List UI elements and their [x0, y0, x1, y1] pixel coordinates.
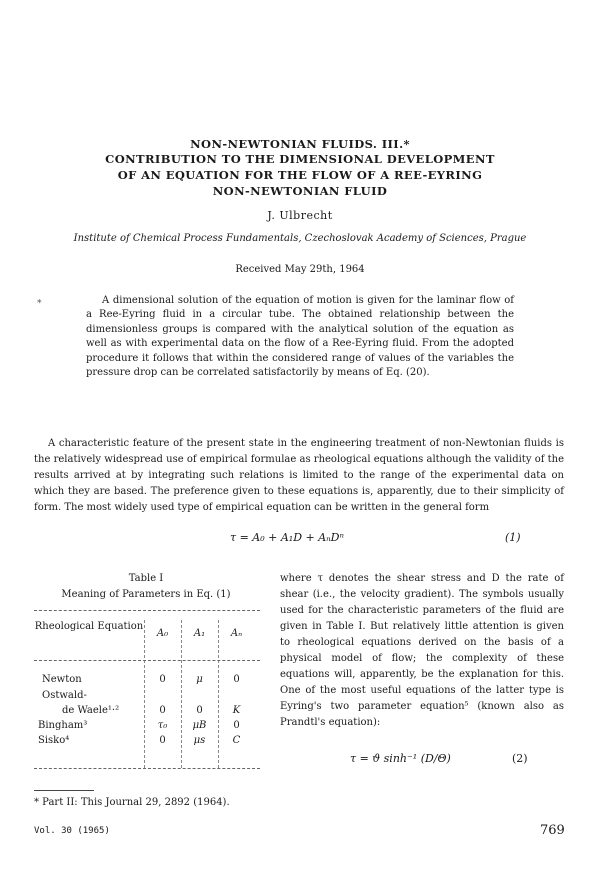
page-number: 769	[540, 823, 565, 838]
received-date: Received May 29th, 1964	[235, 264, 365, 275]
table-label: Table I	[128, 573, 164, 584]
title-line-2: OF AN EQUATION FOR THE FLOW OF A REE-EYRING	[117, 168, 483, 182]
abstract-text: A dimensional solution of the equation of motion is given for the laminar flow of a Ree-Eyring fluid in a circular tube. The obtained relationship between the dimensionless groups is compared with the analytical solution of the equation as well as with experimental data on the flow of a Ree-Eyring fluid. From the adopted procedure it follows that within the considered range of values of the variables the pressure drop can be correlated satisfactorily by means of Eq. (20).	[86, 295, 514, 379]
table-cell: 0	[159, 674, 166, 685]
table-cell: μ	[196, 674, 203, 685]
table-cell: Bingham³	[38, 720, 88, 731]
table-header-an: Aₙ	[230, 628, 243, 639]
table-caption	[34, 571, 258, 603]
article-title	[60, 151, 540, 199]
table-cell: 0	[233, 720, 240, 731]
table-header-rule	[34, 660, 260, 661]
author: J. Ulbrecht	[267, 209, 333, 222]
table-cell: Sisko⁴	[38, 735, 70, 746]
equation-1: τ = A₀ + A₁D + AₙDⁿ	[230, 531, 344, 544]
affiliation: Institute of Chemical Process Fundamentals, Czechoslovak Academy of Sciences, Prague	[73, 233, 527, 244]
table-cell: 0	[159, 705, 166, 716]
title-line-3: NON-NEWTONIAN FLUID	[212, 184, 388, 198]
title-line-1: CONTRIBUTION TO THE DIMENSIONAL DEVELOPMENT	[105, 152, 495, 166]
series-title: NON-NEWTONIAN FLUIDS. III.*	[190, 137, 410, 151]
table-cell: Ostwald-	[42, 690, 87, 701]
abstract	[86, 294, 514, 380]
journal-reference: Vol. 30 (1965)	[34, 826, 110, 836]
table-cell: μs	[193, 735, 206, 746]
equation-2-number: (2)	[512, 752, 528, 765]
equation-1-number: (1)	[505, 531, 521, 544]
table-cell: 0	[233, 674, 240, 685]
table-header-equation: Rheological Equation	[34, 621, 144, 632]
table-cell: μB	[192, 720, 207, 731]
footnote: * Part II: This Journal 29, 2892 (1964).	[34, 797, 230, 808]
intro-paragraph	[34, 436, 564, 516]
equation-2: τ = ϑ sinh⁻¹ (D/Θ)	[350, 752, 451, 765]
table-cell: C	[232, 735, 241, 746]
table-cell: Newton	[42, 674, 82, 685]
right-column-text	[280, 571, 564, 731]
margin-mark: *	[37, 299, 42, 309]
table-top-rule	[34, 610, 260, 611]
table-cell: 0	[159, 735, 166, 746]
table-header-a0: A₀	[156, 628, 169, 639]
table-bottom-rule	[34, 768, 260, 769]
table-caption-text: Meaning of Parameters in Eq. (1)	[61, 589, 231, 600]
footnote-rule	[34, 790, 94, 791]
table-cell: de Waele¹·²	[62, 705, 120, 716]
table-cell: τ₀	[157, 720, 168, 731]
intro-text: A characteristic feature of the present state in the engineering treatment of non-Newtonian fluids is the relatively widespread use of empirical formulae as rheological equations although the validity of the results arrived at by integrating such relations is limited to the range of the experimental data on which they are based. The preference given to these equations is, apparently, due to their simplicity of form. The most widely used type of empirical equation can be written in the general form	[34, 438, 564, 513]
table-header-a1: A₁	[193, 628, 206, 639]
table-cell: K	[232, 705, 241, 716]
table-cell: 0	[196, 705, 203, 716]
right-column-paragraph: where τ denotes the shear stress and D the rate of shear (i.e., the velocity gradient). The symbols usually used for the characteristic parameters of the fluid are given in Table I. But relatively little attention is given to rheological equations derived on the basis of a physical model of flow; the complexity of these equations will, apparently, be the explanation for this. One of the most useful equations of the latter type is Eyring's two parameter equation⁵ (known also as Prandtl's equation):	[280, 573, 564, 728]
